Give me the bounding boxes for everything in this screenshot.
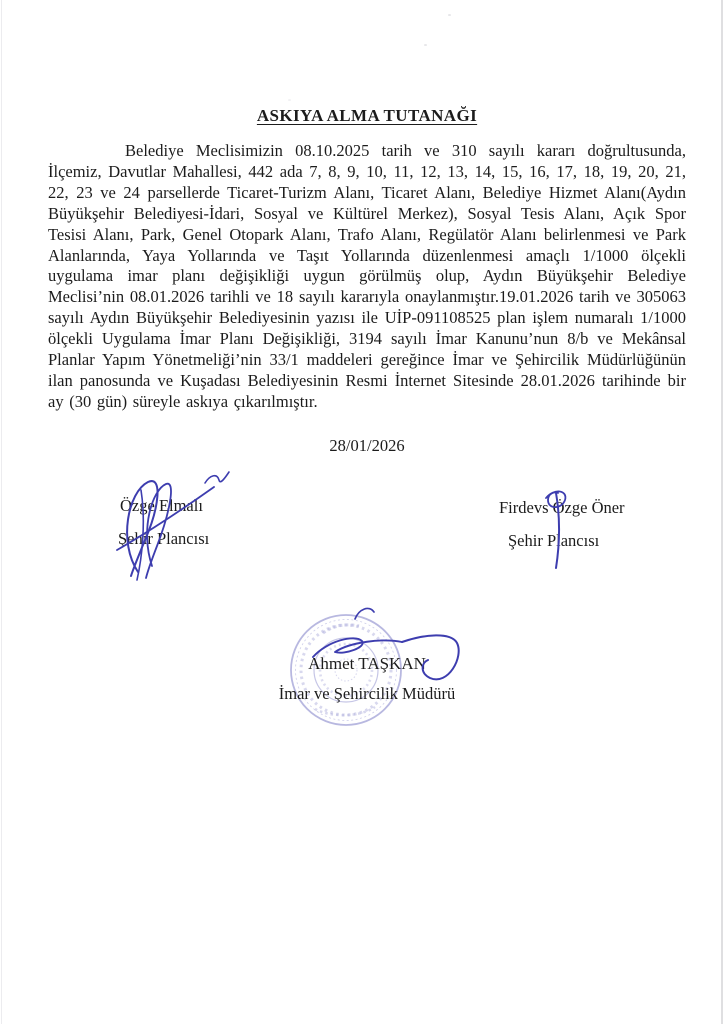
signer-right-name: Firdevs Özge Öner	[499, 498, 625, 517]
signer-left-role: Şehir Plancısı	[118, 529, 210, 548]
paper-speck	[424, 44, 427, 46]
body-paragraph: Belediye Meclisimizin 08.10.2025 tarih ve 310 sayılı kararı doğrultusunda, İlçemiz, Davutlar Mahallesi, 442 ada 7, 8, 9, 10, 11, 12, 13, 14, 15, 16, 17, 18, 19, 20, 21, 22, 23 ve 24 parsellerde Ticaret-Turizm Alanı, Ticaret Alanı, Belediye Hizmet Alanı(Aydın Büyükşehir Belediyesi-İdari, Sosyal ve Kültürel Merkez), Sosyal Tesis Alanı, Açık Spor Tesisi Alanı, Park, Genel Otopark Alanı, Trafo Alanı, Regülatör Alanı belirlenmesi ve Park Alanlarında, Yaya Yollarında ve Taşıt Yollarında düzenlenmesi amaçlı 1/1000 ölçekli uygulama imar planı değişikliği uygun görülmüş olup, Aydın Büyükşehir Belediye Meclisi’nin 08.01.2026 tarihli ve 18 sayılı kararıyla onaylanmıştır.19.01.2026 tarih ve 305063 sayılı Aydın Büyükşehir Belediyesinin yazısı ile UİP-091108525 plan işlem numaralı 1/1000 ölçekli Uygulama İmar Planı Değişikliği, 3194 sayılı İmar Kanunu’nun 8/b ve Mekânsal Planlar Yapım Yönetmeliği’nin 33/1 maddeleri gereğince İmar ve Şehircilik Müdürlüğünün ilan panosunda ve Kuşadası Belediyesinin Resmi İnternet Sitesinde 28.01.2026 tarihinde bir ay (30 gün) süreyle askıya çıkarılmıştır.	[48, 141, 686, 411]
scan-edge-right	[721, 0, 723, 1024]
handwritten-signature-right	[532, 486, 578, 570]
approver-role: İmar ve Şehircilik Müdürü	[278, 684, 456, 703]
signer-right-role: Şehir Plancısı	[508, 531, 600, 550]
paper-speck	[448, 14, 451, 16]
signer-left-name: Özge Elmalı	[120, 496, 203, 515]
approver-name: Ahmet TAŞKAN	[308, 654, 426, 673]
posting-date: 28/01/2026	[329, 436, 405, 455]
handwritten-signature-left	[110, 468, 240, 583]
scan-edge-left	[1, 0, 2, 1024]
paper-speck	[288, 99, 291, 101]
document-title: ASKIYA ALMA TUTANAĞI	[256, 106, 478, 125]
handwritten-signature-approver	[305, 600, 470, 700]
